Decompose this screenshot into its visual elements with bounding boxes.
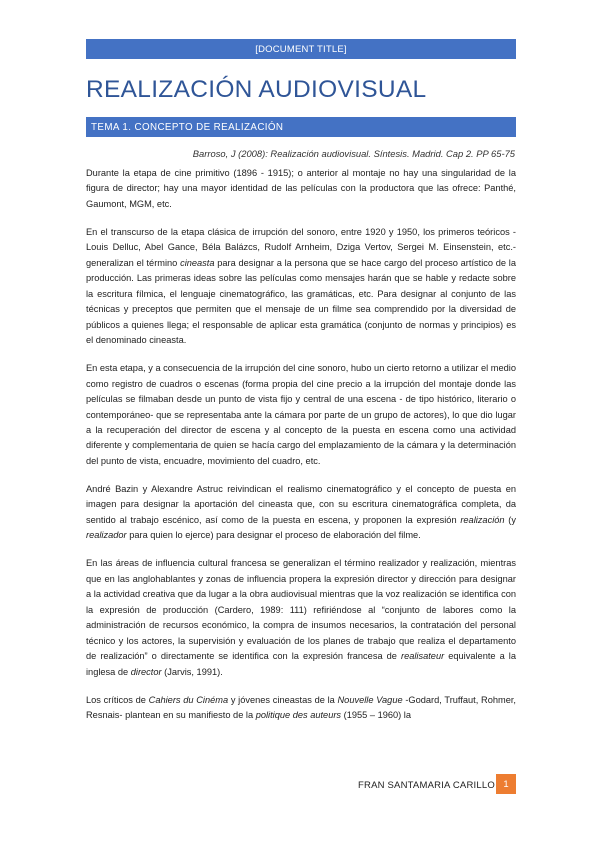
paragraph: En esta etapa, y a consecuencia de la irrupción del cine sonoro, hubo un cierto retorno a utilizar el medio como registro de cuadros o escenas (forma propia del cine precio a la irrupción del montaje donde las películas se filmaban desde un punto de vista fijo y central de una escena - de tipo histórico, literario o contemporáneo- que se representaba ante la cámara por parte de un grupo de actores), lo que dio lugar a la recuperación del director de escena y al concepto de la puesta en escena como una actividad diferente y complementaria de quien se hacía cargo del emplazamiento de la cámara y la determinación del punto de vista, encuadre, movimiento del cuadro, etc. <box>86 363 516 466</box>
page-number: 1 <box>496 774 516 794</box>
document-title-bar <box>86 39 516 59</box>
emphasis: Cahiers du Cinéma <box>148 694 229 705</box>
section-heading: TEMA 1. CONCEPTO DE REALIZACIÓN <box>91 121 284 133</box>
document-body <box>86 166 516 736</box>
emphasis: politique des auteurs <box>255 710 342 721</box>
paragraph: Durante la etapa de cine primitivo (1896 - 1915); o anterior al montaje no hay una singularidad de la figura de director; hay una mayor identidad de las películas con la productora que las ofrece: Panthé, Gaumont, MGM, etc. <box>86 168 516 209</box>
paragraph: En el transcurso de la etapa clásica de irrupción del sonoro, entre 1920 y 1950, los primeros teóricos -Louis Delluc, Abel Gance, Béla Balázcs, Rudolf Arnheim, Dziga Vertov, Sergei M. Einsenstein, etc.- generalizan el término cineasta para designar a la persona que se hace cargo del proceso artístico de la producción. Las primeras ideas sobre las películas como mensajes harán que se hable y redacte sobre la escritura fílmica, el lenguaje cinematográfico, las gramáticas, etc. Para designar al conjunto de las técnicas y preceptos que permiten que el mensaje de un filme sea comprendido por la diversidad de públicos a quienes llega; el responsable de aplicar esta gramática (conjunto de normas y principios) es el denominado cineasta. <box>86 226 516 346</box>
bibliographic-reference: Barroso, J (2008): Realización audiovisual. Síntesis. Madrid. Cap 2. PP 65-75 <box>192 148 515 159</box>
emphasis: realización <box>460 514 505 525</box>
document-title: [DOCUMENT TITLE] <box>255 43 347 55</box>
emphasis: cineasta <box>180 257 215 268</box>
emphasis: director <box>130 666 162 677</box>
footer-author: FRAN SANTAMARIA CARILLO <box>358 780 495 791</box>
section-heading-bar <box>86 117 516 137</box>
paragraph: André Bazin y Alexandre Astruc reivindican el realismo cinematográfico y el concepto de puesta en imagen para designar la aportación del cineasta que, con su escritura cinematográfica completa, da sentido al trabajo escénico, así como de la puesta en escena, y proponen la expresión realización (y realizador para quien lo ejerce) para designar el proceso de elaboración del filme. <box>86 483 516 541</box>
paragraph: Los críticos de Cahiers du Cinéma y jóvenes cineastas de la Nouvelle Vague -Godard, Truffaut, Rohmer, Resnais- plantean en su manifiesto de la politique des auteurs (1955 – 1960) la <box>86 694 516 721</box>
emphasis: realizador <box>86 530 127 541</box>
emphasis: Nouvelle Vague <box>337 694 403 705</box>
page-title: REALIZACIÓN AUDIOVISUAL <box>86 76 427 103</box>
emphasis: realisateur <box>400 651 445 662</box>
paragraph: En las áreas de influencia cultural francesa se generalizan el término realizador y realización, mientras que en las anglohablantes y zonas de influencia propera la expresión director y dirección para designar a la actividad creativa que da lugar a la obra audiovisual mientras que la voz realización se identifica con la expresión de producción (Cardero, 1989: 111) refiriéndose al “conjunto de labores como la administración de recursos económico, la compra de insumos necesarios, la contratación del personal técnico y los actores, la supervisión y evaluación de los planes de trabajo que realiza el departamento de realización” o directamente se identifica con la expresión francesa de realisateur equivalente a la inglesa de director (Jarvis, 1991). <box>86 558 516 677</box>
